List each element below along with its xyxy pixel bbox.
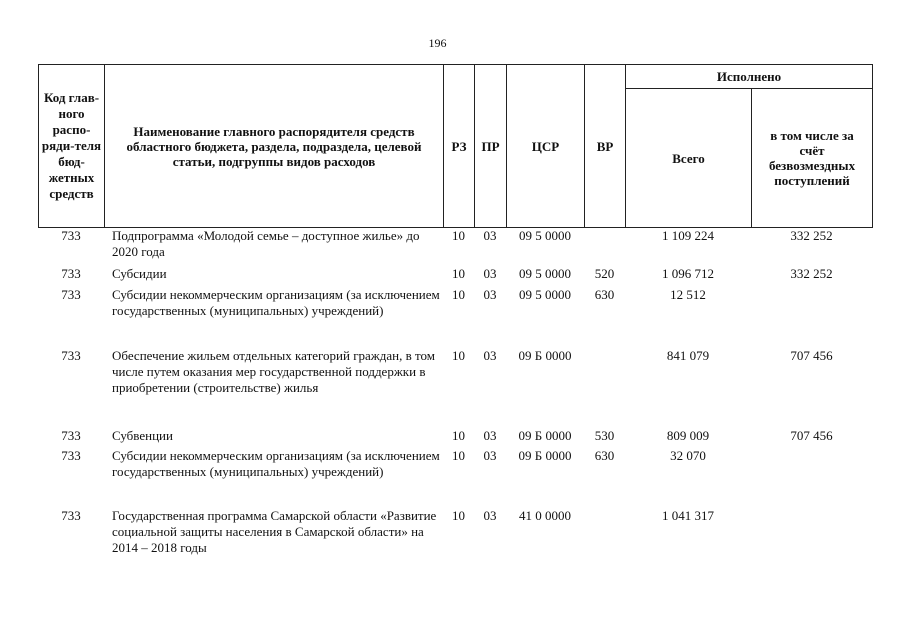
- cell-code: 733: [61, 428, 81, 443]
- cell-code: 733: [61, 287, 81, 302]
- cell-vr: 630: [594, 287, 615, 302]
- cell-csr: 09 Б 0000: [518, 428, 572, 443]
- header-rz: РЗ: [444, 65, 475, 228]
- cell-name: Государственная программа Самарской области «Развитие социальной защиты населения в Самарской области» на 2014 – 2018 годы: [112, 508, 437, 555]
- header-pr: ПР: [475, 65, 507, 228]
- cell-csr: 41 0 0000: [519, 508, 571, 523]
- header-free: в том числе за счёт безвозмездных поступлений: [752, 89, 873, 228]
- cell-code: 733: [61, 228, 81, 243]
- cell-total: 809 009: [666, 428, 710, 443]
- cell-total: 841 079: [666, 348, 710, 363]
- cell-pr: 03: [483, 348, 497, 363]
- cell-free: 707 456: [790, 428, 833, 443]
- header-total: Всего: [626, 89, 752, 228]
- cell-total: 32 070: [670, 448, 706, 463]
- cell-free: 707 456: [790, 348, 833, 363]
- cell-vr: 630: [594, 448, 615, 463]
- header-code: Код глав-ного распо-ряди-теля бюд-жетных средств: [39, 65, 105, 228]
- cell-vr: 530: [594, 428, 615, 443]
- cell-vr: 520: [594, 266, 615, 281]
- cell-code: 733: [61, 348, 81, 363]
- cell-pr: 03: [483, 428, 497, 443]
- cell-rz: 10: [452, 266, 465, 281]
- cell-csr: 09 Б 0000: [518, 448, 572, 463]
- cell-free: 332 252: [790, 228, 833, 243]
- cell-rz: 10: [452, 287, 465, 302]
- cell-pr: 03: [483, 287, 497, 302]
- cell-name: Подпрограмма «Молодой семье – доступное жилье» до 2020 года: [112, 228, 420, 259]
- header-name: Наименование главного распорядителя средств областного бюджета, раздела, подраздела, целевой статьи, подгруппы видов расходов: [105, 65, 444, 228]
- cell-pr: 03: [483, 508, 497, 523]
- cell-code: 733: [61, 508, 81, 523]
- cell-name: Субсидии некоммерческим организациям (за исключением государственных (муниципальных) учреждений): [112, 448, 440, 479]
- cell-pr: 03: [483, 228, 497, 243]
- cell-total: 1 041 317: [662, 508, 714, 523]
- header-executed: Исполнено: [626, 65, 873, 89]
- cell-name: Обеспечение жильем отдельных категорий граждан, в том числе путем оказания мер государственной поддержки в приобретении (строительстве) жилья: [112, 348, 436, 395]
- cell-total: 12 512: [670, 287, 706, 302]
- table-header: [38, 64, 873, 228]
- cell-rz: 10: [452, 228, 465, 243]
- cell-pr: 03: [483, 448, 497, 463]
- cell-pr: 03: [483, 266, 497, 281]
- cell-csr: 09 5 0000: [519, 266, 571, 281]
- cell-code: 733: [61, 266, 81, 281]
- cell-name: Субсидии: [112, 266, 167, 281]
- cell-csr: 09 5 0000: [519, 228, 571, 243]
- cell-csr: 09 Б 0000: [518, 348, 572, 363]
- cell-rz: 10: [452, 508, 465, 523]
- page-number: 196: [428, 36, 447, 50]
- cell-rz: 10: [452, 428, 465, 443]
- header-vr: ВР: [585, 65, 626, 228]
- cell-rz: 10: [452, 448, 465, 463]
- cell-rz: 10: [452, 348, 465, 363]
- cell-free: 332 252: [790, 266, 833, 281]
- cell-total: 1 096 712: [662, 266, 714, 281]
- header-csr: ЦСР: [507, 65, 585, 228]
- cell-name: Субвенции: [112, 428, 173, 443]
- cell-code: 733: [61, 448, 81, 463]
- cell-total: 1 109 224: [662, 228, 714, 243]
- cell-csr: 09 5 0000: [519, 287, 571, 302]
- cell-name: Субсидии некоммерческим организациям (за исключением государственных (муниципальных) учреждений): [112, 287, 440, 318]
